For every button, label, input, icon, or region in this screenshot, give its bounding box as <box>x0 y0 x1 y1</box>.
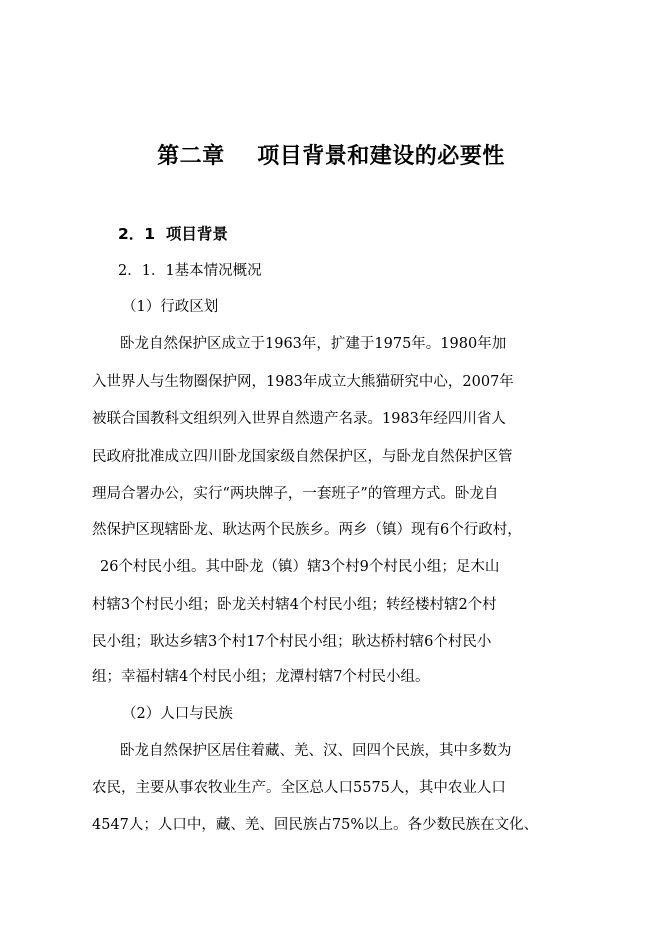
paragraph-admin-line: 组；幸福村辖4个村民小组；龙潭村辖7个村民小组。 <box>92 669 430 685</box>
paragraph-admin-line: 入世界人与生物圈保护网，1983年成立大熊猫研究中心，2007年 <box>92 374 514 390</box>
paragraph-population-line: 4547人；人口中，藏、羌、回民族占75%以上。各少数民族在文化、 <box>92 817 539 833</box>
chapter-title: 第二章 项目背景和建设的必要性 <box>157 144 505 169</box>
paragraph-population-line: 卧龙自然保护区居住着藏、羌、汉、回四个民族，其中多数为 <box>120 743 512 759</box>
paragraph-admin-line: 理局合署办公，实行“两块牌子，一套班子”的管理方式。卧龙自 <box>92 486 499 502</box>
section-heading: 2．1 项目背景 <box>118 225 228 243</box>
paragraph-admin-line: 卧龙自然保护区成立于1963年，扩建于1975年。1980年加 <box>120 336 507 352</box>
paragraph-admin-line: 被联合国教科文组织列入世界自然遗产名录。1983年经四川省人 <box>92 411 506 427</box>
subsection-heading: 2．1．1基本情况概况 <box>118 263 262 279</box>
heading-population-ethnicity: （2）人口与民族 <box>122 706 233 722</box>
paragraph-admin-line: 26个村民小组。其中卧龙（镇）辖3个村9个村民小组；足木山 <box>100 559 500 575</box>
paragraph-population-line: 农民，主要从事农牧业生产。全区总人口5575人，其中农业人口 <box>92 780 506 796</box>
paragraph-admin-line: 民政府批准成立四川卧龙国家级自然保护区，与卧龙自然保护区管 <box>92 449 513 465</box>
paragraph-admin-line: 村辖3个村民小组；卧龙关村辖4个村民小组；转经楼村辖2个村 <box>92 597 497 613</box>
paragraph-admin-line: 然保护区现辖卧龙、耿达两个民族乡。两乡（镇）现有6个行政村， <box>92 522 522 538</box>
paragraph-admin-line: 民小组；耿达乡辖3个村17个村民小组；耿达桥村辖6个村民小 <box>92 634 492 650</box>
heading-admin-division: （1）行政区划 <box>122 299 219 315</box>
